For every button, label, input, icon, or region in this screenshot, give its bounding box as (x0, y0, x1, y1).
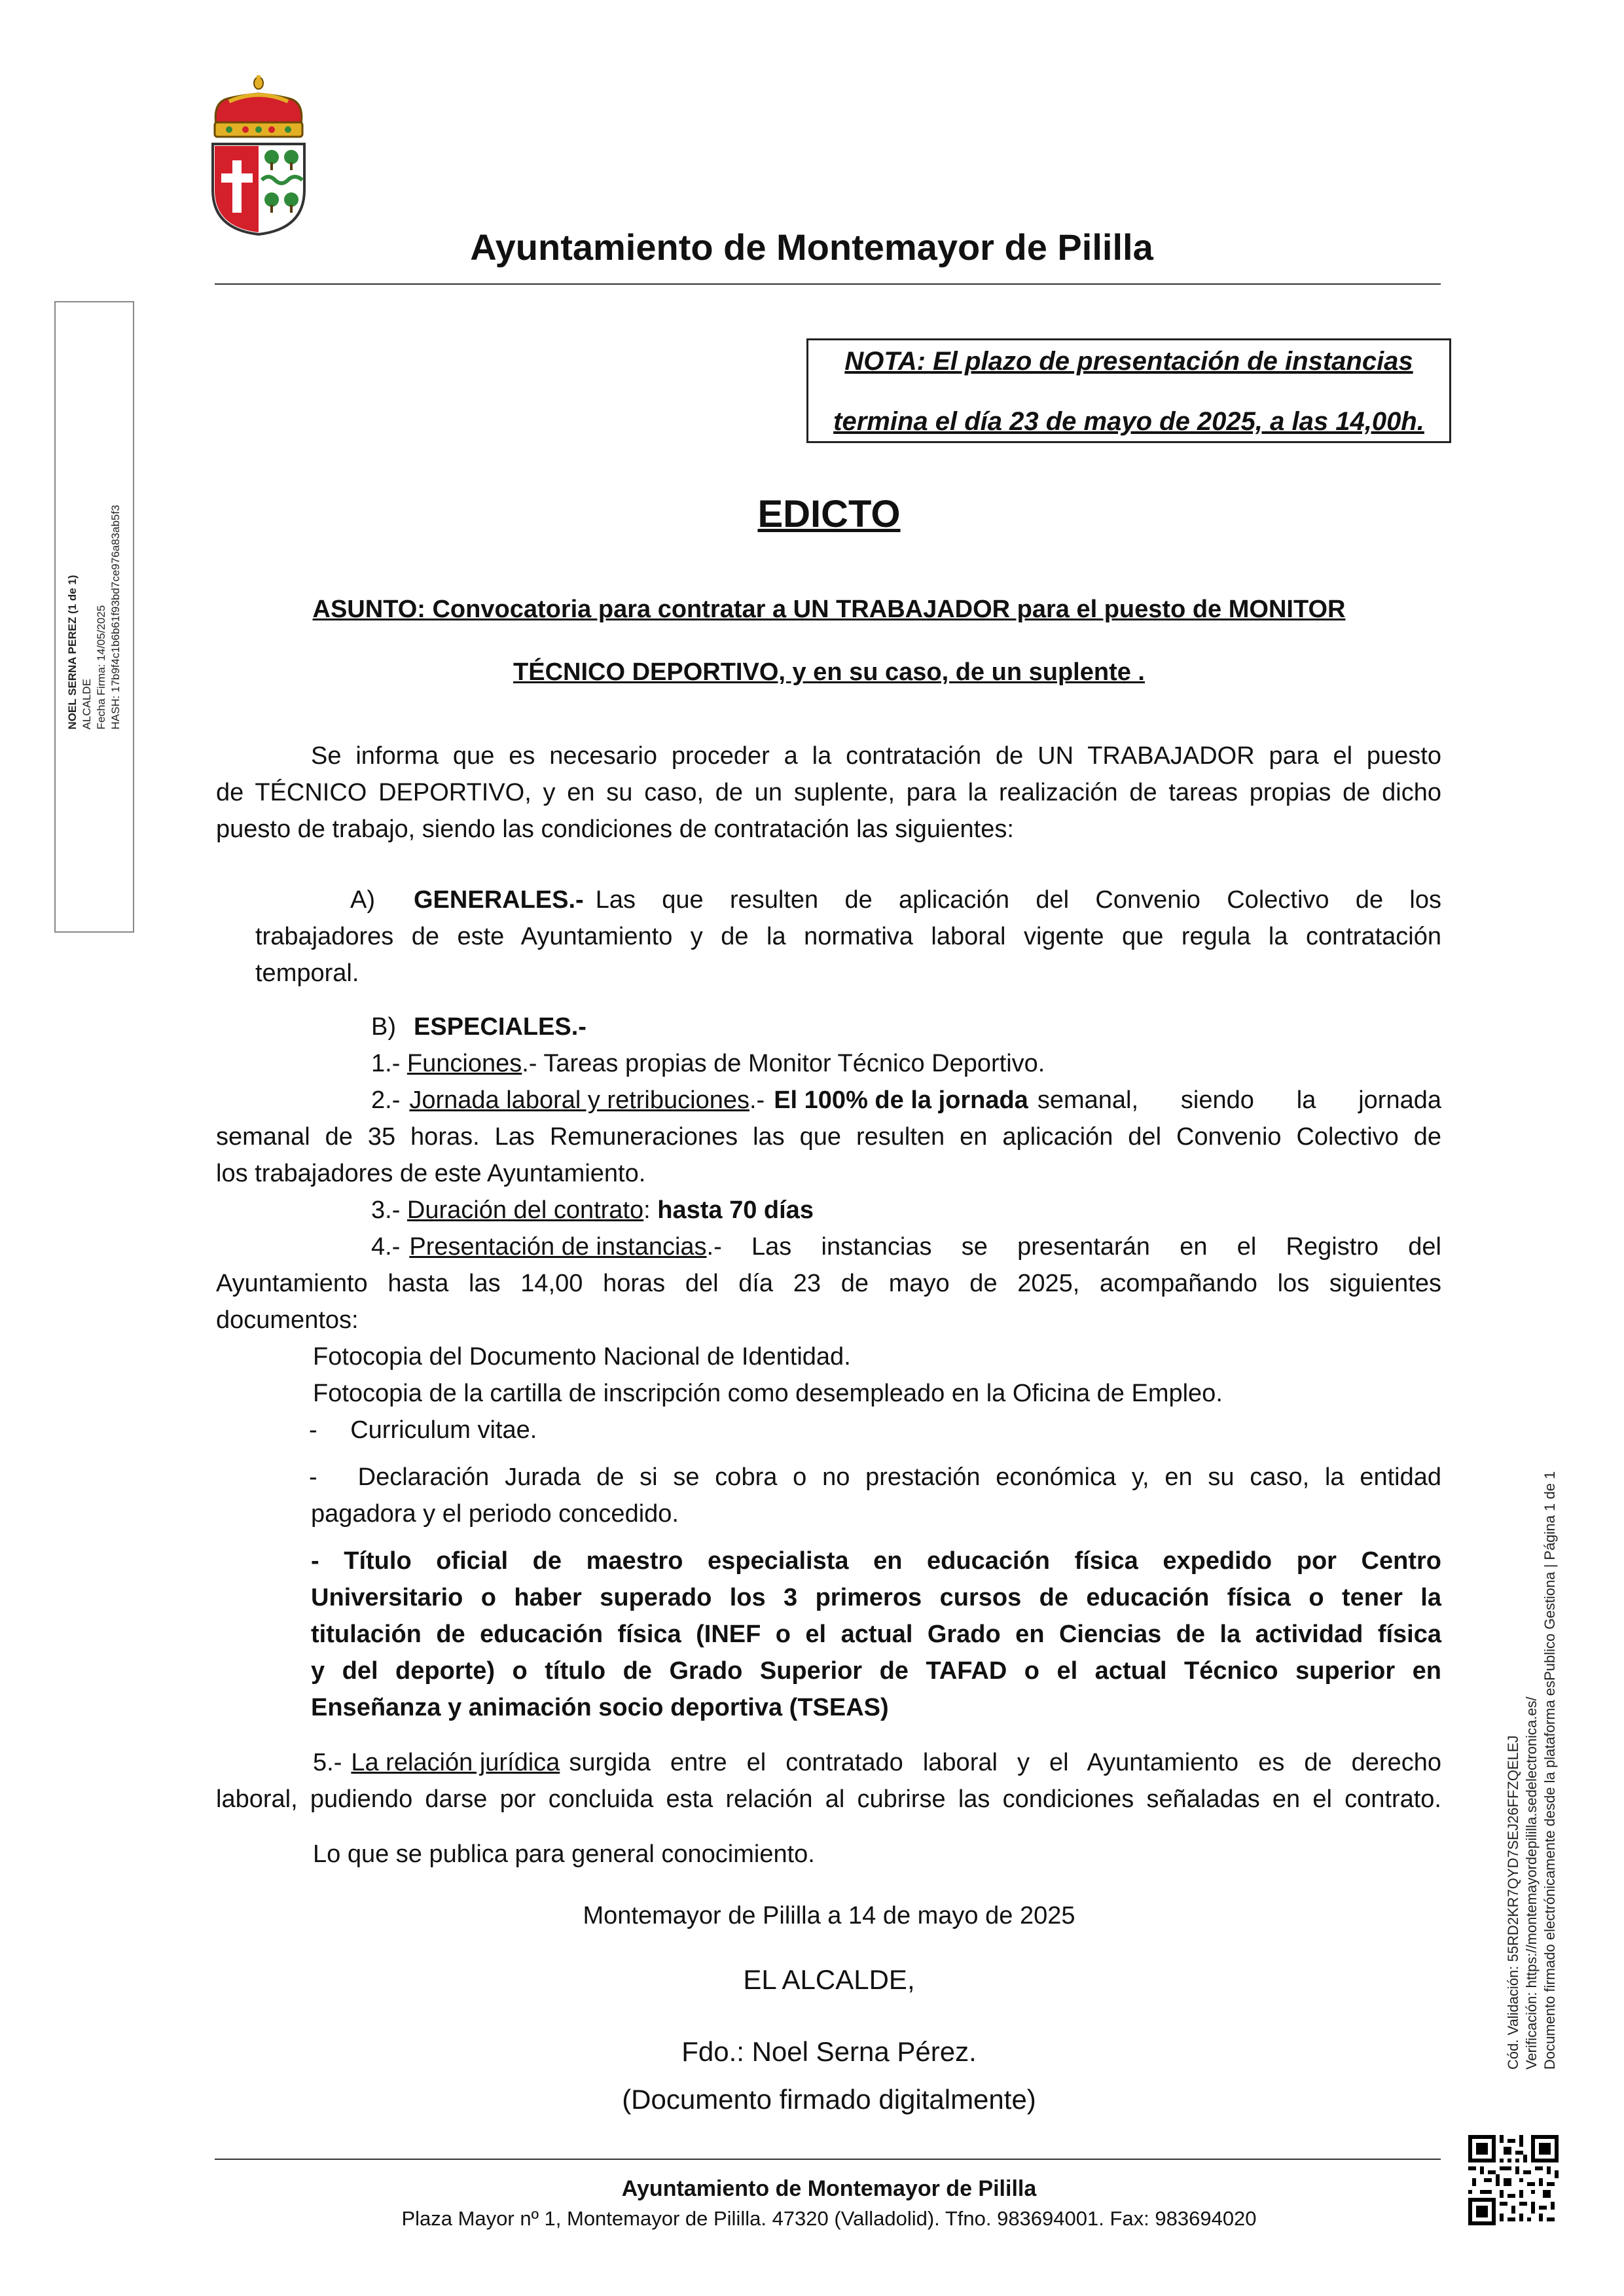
crown-icon (215, 75, 302, 137)
signer-role: EL ALCALDE, (743, 1964, 915, 1995)
stamp-role: ALCALDE (81, 678, 93, 730)
verification-url: Verificación: https://montemayordepililla.sedelectronica.es/ (1523, 1696, 1540, 2070)
section-a-heading: GENERALES.- (414, 886, 584, 914)
intro-line-1: Se informa que es necesario proceder a la contratación de UN TRABAJADOR para el puesto (311, 742, 1441, 770)
document-title: EDICTO (757, 493, 901, 535)
validation-stamp (1489, 1424, 1574, 2117)
section-b-heading: ESPECIALES.- (414, 1013, 586, 1041)
item-2-line-3: los trabajadores de este Ayuntamiento. (216, 1160, 646, 1187)
document-item-5-line-1: - Título oficial de maestro especialista en educación física expedido por Centro (311, 1547, 1441, 1575)
platform-note: Documento firmado electrónicamente desde la plataforma esPublico Gestiona | Página 1 de 1 (1542, 1471, 1558, 2070)
item-5-number: 5.- (313, 1749, 342, 1776)
document-item-5-line-2: Universitario o haber superado los 3 primeros cursos de educación física o tener la (311, 1584, 1441, 1611)
document-item-5-line-4: y del deporte) o título de Grado Superior de TAFAD o el actual Técnico superior en (311, 1657, 1441, 1685)
digital-signature-note: (Documento firmado digitalmente) (622, 2084, 1036, 2115)
coat-of-arms-logo (209, 75, 308, 236)
place-date: Montemayor de Pililla a 14 de mayo de 2025 (583, 1902, 1075, 1929)
item-4-label: Presentación de instancias (409, 1233, 707, 1261)
intro-line-2: de TÉCNICO DEPORTIVO, y en su caso, de un suplente, para la realización de tareas propias de dicho (216, 779, 1441, 806)
item-2-bold: El 100% de la jornada (774, 1086, 1028, 1114)
organization-title: Ayuntamiento de Montemayor de Pililla (470, 226, 1153, 268)
document-item-4-text: Declaración Jurada de si se cobra o no prestación económica y, en su caso, la entidad (357, 1463, 1441, 1491)
item-2-label: Jornada laboral y retribuciones (409, 1086, 749, 1114)
header-divider (215, 283, 1441, 285)
item-4-number: 4.- (371, 1233, 401, 1261)
document-item-3-text: Curriculum vitae. (350, 1416, 537, 1444)
footer-organization: Ayuntamiento de Montemayor de Pililla (621, 2176, 1037, 2201)
footer-divider (215, 2159, 1441, 2160)
signature-stamp (54, 301, 134, 933)
item-2-line-2: semanal de 35 horas. Las Remuneraciones las que resulten en aplicación del Convenio Colectivo de (216, 1123, 1441, 1151)
item-1 (371, 1045, 1045, 1082)
item-3 (371, 1192, 814, 1229)
section-a-line-1-text: Las que resulten de aplicación del Convenio Colectivo de los (595, 886, 1441, 914)
document-item-3-dash: - (309, 1416, 317, 1444)
item-4-line-2: Ayuntamiento hasta las 14,00 horas del día 23 de mayo de 2025, acompañando los siguientes (216, 1270, 1441, 1297)
deadline-note-box (806, 338, 1451, 443)
document-item-4-line-1 (309, 1459, 1441, 1496)
item-5-rest: surgida entre el contratado laboral y el Ayuntamiento es de derecho (569, 1749, 1441, 1776)
item-5-line-2: laboral, pudiendo darse por concluida esta relación al cubrirse las condiciones señaladas en el contrato. (216, 1785, 1441, 1813)
document-item-5-line-3: titulación de educación física (INEF o el actual Grado en Ciencias de la actividad física (311, 1621, 1441, 1648)
item-2-rest: semanal, siendo la jornada (1037, 1086, 1441, 1114)
note-line-2: termina el día 23 de mayo de 2025, a las 14,00h. (833, 407, 1424, 436)
item-5-label: La relación jurídica (351, 1749, 560, 1776)
item-3-separator: : (643, 1196, 651, 1224)
section-a-letter: A) (350, 886, 375, 914)
item-1-label: Funciones (406, 1050, 522, 1077)
item-4-line-3: documentos: (216, 1306, 359, 1334)
subject-line-2: TÉCNICO DEPORTIVO, y en su caso, de un suplente . (513, 658, 1145, 686)
item-3-number: 3.- (371, 1196, 401, 1224)
document-item-4-line-2: pagadora y el periodo concedido. (311, 1500, 679, 1528)
document-item-4-dash: - (309, 1463, 317, 1491)
stamp-signer: NOEL SERNA PEREZ (1 de 1) (66, 574, 79, 730)
publication-note: Lo que se publica para general conocimiento. (313, 1840, 815, 1868)
item-3-label: Duración del contrato (406, 1196, 644, 1224)
stamp-hash: HASH: 17b9f4c1b6b61f93bd7ce976a83ab5f3 (109, 504, 122, 730)
section-a-line-2: trabajadores de este Ayuntamiento y de la normativa laboral vigente que regula la contratación (255, 923, 1441, 950)
note-line-1: NOTA: El plazo de presentación de instancias (844, 347, 1413, 376)
item-1-text: .- Tareas propias de Monitor Técnico Deportivo. (522, 1050, 1045, 1077)
item-3-bold: hasta 70 días (657, 1196, 814, 1224)
item-2-number: 2.- (371, 1086, 401, 1114)
subject-line-1: ASUNTO: Convocatoria para contratar a UN TRABAJADOR para el puesto de MONITOR (312, 596, 1346, 623)
qr-code-icon (1468, 2135, 1559, 2225)
document-item-5-line-5: Enseñanza y animación socio deportiva (TSEAS) (311, 1694, 889, 1721)
footer-address: Plaza Mayor nº 1, Montemayor de Pililla. 47320 (Valladolid). Tfno. 983694001. Fax: 983694020 (401, 2207, 1257, 2230)
item-2-separator: .- (749, 1086, 765, 1114)
item-1-number: 1.- (371, 1050, 401, 1077)
item-4-rest: .- Las instancias se presentarán en el Registro del (706, 1233, 1441, 1261)
stamp-date: Fecha Firma: 14/05/2025 (95, 605, 107, 730)
section-a-line-3: temporal. (255, 960, 359, 987)
signer-name: Fdo.: Noel Serna Pérez. (681, 2036, 977, 2067)
item-5-line-1 (313, 1744, 1441, 1781)
validation-code: Cód. Validación: 55RD2KR7QYD7SEJ26FFZQELEJ (1505, 1735, 1521, 2070)
item-2-line-1 (371, 1082, 1441, 1119)
document-item-3 (309, 1412, 537, 1448)
document-item-2: Fotocopia de la cartilla de inscripción como desempleado en la Oficina de Empleo. (313, 1380, 1223, 1407)
document-item-1: Fotocopia del Documento Nacional de Identidad. (313, 1343, 851, 1371)
item-4-line-1 (371, 1229, 1441, 1265)
section-a-line-1 (414, 882, 1441, 918)
section-b-letter: B) (371, 1013, 396, 1041)
intro-line-3: puesto de trabajo, siendo las condiciones de contratación las siguientes: (216, 816, 1014, 843)
